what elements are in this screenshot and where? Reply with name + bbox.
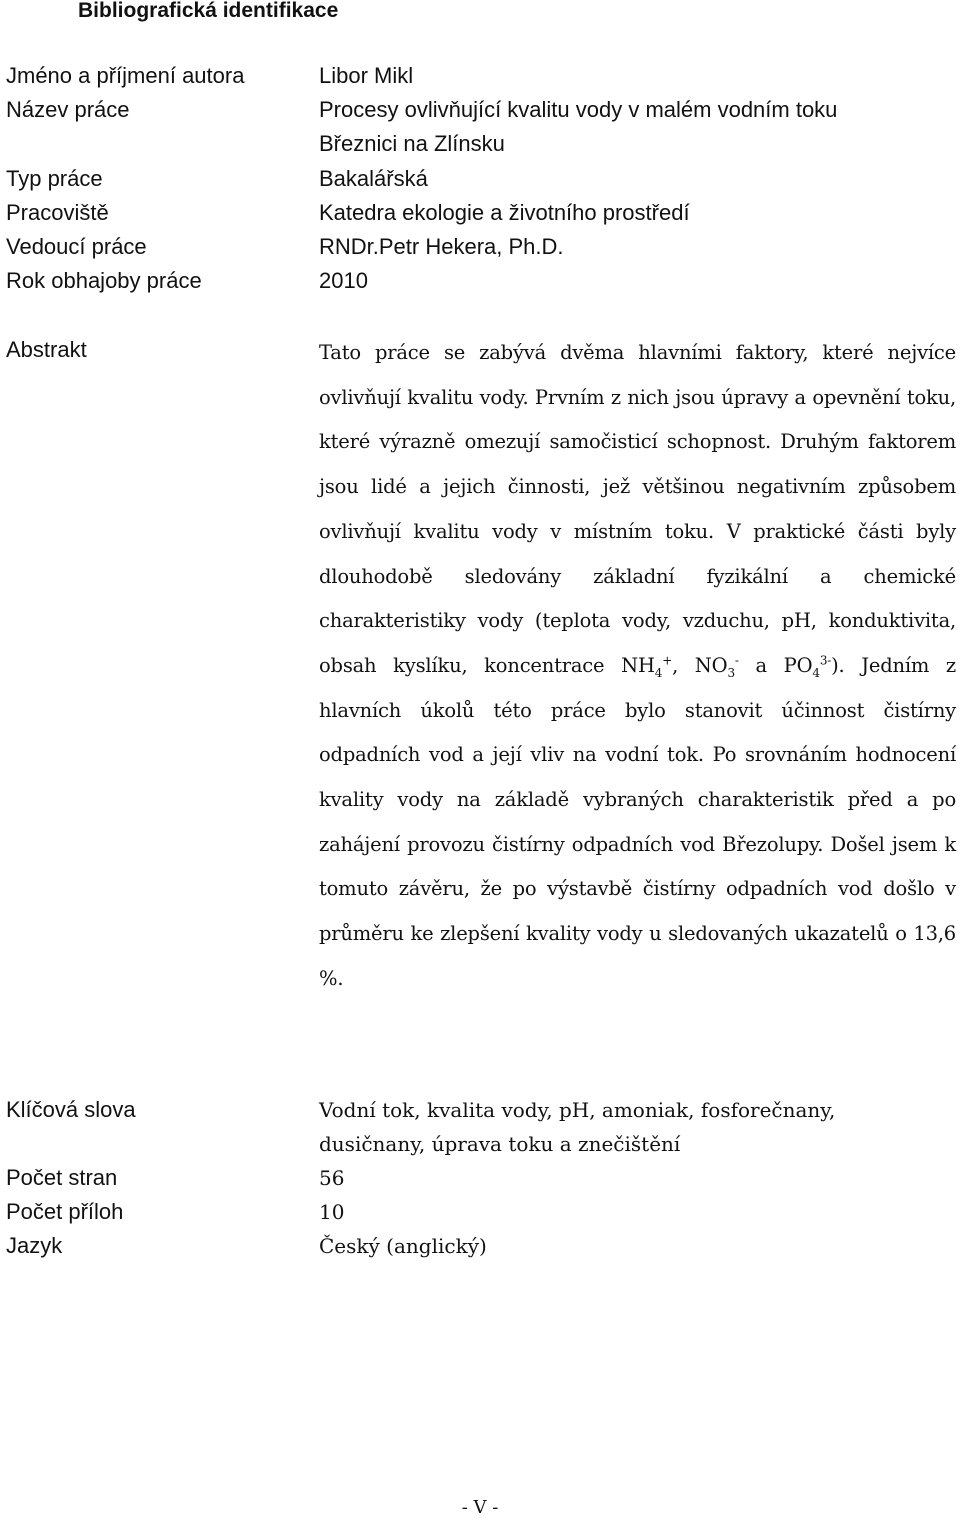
section-heading: Bibliografická identifikace bbox=[78, 0, 339, 22]
po4-superscript: 3- bbox=[819, 653, 832, 668]
appendices-label: Počet příloh bbox=[6, 1199, 124, 1224]
language-value: Český (anglický) bbox=[319, 1234, 487, 1258]
keywords-label: Klíčová slova bbox=[6, 1097, 136, 1122]
workplace-value: Katedra ekologie a životního prostředí bbox=[319, 200, 690, 225]
no3-subscript: 3 bbox=[727, 665, 735, 680]
author-value: Libor Mikl bbox=[319, 63, 414, 88]
workplace-label: Pracoviště bbox=[6, 200, 109, 225]
pages-value: 56 bbox=[319, 1166, 345, 1190]
pages-label: Počet stran bbox=[6, 1165, 118, 1190]
language-label: Jazyk bbox=[6, 1233, 63, 1258]
supervisor-label: Vedoucí práce bbox=[6, 234, 147, 259]
year-value: 2010 bbox=[319, 268, 368, 293]
year-label: Rok obhajoby práce bbox=[6, 268, 202, 293]
abstract-text bbox=[319, 331, 956, 1002]
nh4-subscript: 4 bbox=[654, 665, 663, 680]
abstract-sep2: a PO bbox=[738, 653, 813, 677]
po4-subscript: 4 bbox=[812, 665, 820, 680]
title-value: Procesy ovlivňující kvalitu vody v malém vodním toku Březnici na Zlínsku bbox=[319, 97, 838, 156]
nh4-superscript: + bbox=[662, 653, 673, 668]
abstract-part2: ). Jedním z hlavních úkolů této práce bylo stanovit účinnost čistírny odpadních vod a její vliv na vodní tok. Po srovnáním hodnocení kvality vody na základě vybraných charakteristik před a po zahájení provozu čistírny odpadních vod Březolupy. Došel jsem k tomuto závěru, že po výstavbě čistírny odpadních vod došlo v průměru ke zlepšení kvality vody u sledovaných ukazatelů o 13,6 %. bbox=[319, 653, 956, 990]
supervisor-value: RNDr.Petr Hekera, Ph.D. bbox=[319, 234, 564, 259]
page-number: - V - bbox=[461, 1497, 499, 1518]
abstract-part1: Tato práce se zabývá dvěma hlavními faktory, které nejvíce ovlivňují kvalitu vody. Prvním z nich jsou úpravy a opevnění toku, které výrazně omezují samočisticí schopnost. Druhým faktorem jsou lidé a jejich činnosti, jež většinou negativním způsobem ovlivňují kvalitu vody v místním toku. V praktické části byly dlouhodobě sledovány základní fyzikální a chemické charakteristiky vody (teplota vody, vzduchu, pH, konduktivita, obsah kyslíku, koncentrace NH bbox=[319, 341, 956, 677]
appendices-value: 10 bbox=[319, 1200, 345, 1224]
type-label: Typ práce bbox=[6, 166, 103, 191]
title-label: Název práce bbox=[6, 97, 130, 122]
author-label: Jméno a příjmení autora bbox=[6, 63, 245, 88]
abstract-label: Abstrakt bbox=[6, 337, 87, 362]
keywords-value: Vodní tok, kvalita vody, pH, amoniak, fosforečnany, dusičnany, úprava toku a znečištění bbox=[319, 1098, 836, 1156]
abstract-sep1: , NO bbox=[672, 653, 728, 677]
type-value: Bakalářská bbox=[319, 166, 428, 191]
no3-superscript: - bbox=[734, 653, 739, 668]
